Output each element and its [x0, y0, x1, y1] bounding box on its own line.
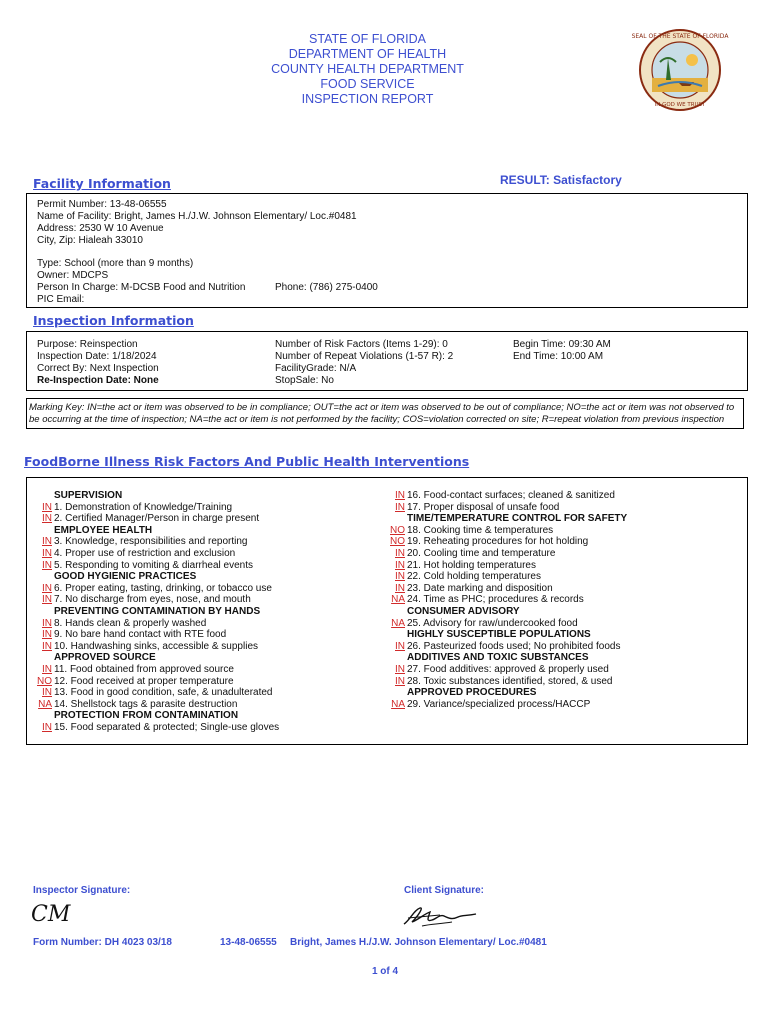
risk-category-heading: [52, 490, 122, 502]
risk-item-row: [395, 640, 621, 653]
risk-item-row: [42, 629, 227, 641]
inspector-signature: CM: [31, 902, 71, 927]
risk-item-row: [395, 664, 609, 676]
risk-category-heading: [52, 652, 156, 664]
risk-category-label: GOOD HYGIENIC PRACTICES: [54, 571, 197, 583]
risk-item-row: [42, 687, 273, 699]
risk-category-label: APPROVED PROCEDURES: [407, 687, 537, 699]
seal-text: SEAL OF THE STATE OF FLORIDA: [631, 33, 729, 40]
repeat-violation-count: Number of Repeat Violations (1-57 R): 2: [275, 351, 454, 362]
risk-item-label: 5. Responding to vomiting & diarrheal events: [54, 559, 254, 571]
header-line-1: STATE OF FLORIDA: [309, 32, 426, 46]
risk-item-label: 18. Cooking time & temperatures: [407, 524, 554, 536]
risk-item-row: [42, 501, 233, 514]
risk-category-heading: [52, 606, 260, 618]
risk-item-status: IN: [42, 513, 52, 525]
risk-item-status: IN: [42, 548, 52, 559]
risk-category-heading: [405, 513, 627, 525]
risk-item-row: [37, 675, 234, 688]
risk-item-status: NA: [391, 594, 405, 606]
risk-item-row: [395, 490, 615, 502]
risk-category-label: HIGHLY SUSCEPTIBLE POPULATIONS: [407, 629, 591, 641]
risk-item-row: [42, 582, 272, 595]
risk-item-label: 21. Hot holding temperatures: [407, 559, 536, 571]
risk-item-row: [391, 617, 578, 630]
footer-permit-number: 13-48-06555: [220, 937, 277, 948]
risk-item-label: 23. Date marking and disposition: [407, 582, 553, 594]
risk-item-label: 28. Toxic substances identified, stored, & used: [407, 675, 613, 687]
footer-facility-name: Bright, James H./J.W. Johnson Elementary/ Loc.#0481: [290, 937, 547, 948]
risk-item-row: [390, 524, 554, 537]
risk-item-status: IN: [42, 536, 52, 548]
risk-item-status: NA: [391, 617, 405, 629]
risk-category-heading: [405, 687, 536, 699]
inspection-box: [26, 331, 748, 391]
risk-factor-count: Number of Risk Factors (Items 1-29): 0: [275, 339, 448, 350]
risk-item-row: [42, 617, 207, 630]
risk-item-label: 17. Proper disposal of unsafe food: [407, 501, 560, 513]
risk-item-row: [42, 513, 260, 525]
risk-item-status: NO: [390, 524, 405, 536]
end-time: End Time: 10:00 AM: [513, 351, 604, 362]
risk-item-row: [42, 664, 234, 676]
risk-item-row: [42, 722, 280, 734]
risk-category-heading: [52, 571, 196, 583]
header-line-2: DEPARTMENT OF HEALTH: [288, 47, 447, 61]
risk-item-label: 7. No discharge from eyes, nose, and mouth: [54, 594, 251, 606]
inspection-section-title: Inspection Information: [33, 313, 194, 328]
risk-item-row: [395, 675, 613, 688]
risk-item-status: IN: [42, 629, 52, 641]
risk-item-status: IN: [395, 571, 405, 583]
risk-item-row: [390, 536, 589, 548]
risk-item-label: 24. Time as PHC; procedures & records: [407, 594, 584, 606]
risk-item-status: IN: [395, 582, 405, 594]
risk-category-heading: [405, 652, 589, 664]
risk-item-row: [42, 640, 258, 653]
form-number: Form Number: DH 4023 03/18: [33, 937, 172, 948]
risk-factors-box: [26, 477, 748, 745]
risk-item-status: IN: [395, 501, 405, 513]
risk-item-label: 22. Cold holding temperatures: [407, 571, 541, 583]
risk-item-label: 8. Hands clean & properly washed: [54, 617, 207, 629]
risk-item-status: IN: [395, 490, 405, 501]
risk-item-label: 29. Variance/specialized process/HACCP: [407, 698, 591, 710]
risk-category-heading: [52, 525, 152, 537]
marking-key-text: Marking Key: IN=the act or item was observed to be in compliance; OUT=the act or item was observed to be out of compliance; NO=the act or item was not observed to be occurring at the time of inspection; NA=the act or item is not performed by the facility; COS=violation corrected on site; R=repeat violation from previous inspection: [29, 402, 735, 425]
risk-item-status: IN: [42, 582, 52, 594]
permit-number: Permit Number: 13-48-06555: [37, 199, 167, 210]
risk-category-label: CONSUMER ADVISORY: [407, 606, 520, 617]
risk-item-row: [395, 582, 553, 595]
client-signature-label: Client Signature:: [404, 885, 485, 896]
risk-item-status: NA: [391, 698, 405, 710]
risk-category-label: PROTECTION FROM CONTAMINATION: [54, 710, 239, 722]
risk-category-label: TIME/TEMPERATURE CONTROL FOR SAFETY: [407, 513, 628, 525]
facility-address: Address: 2530 W 10 Avenue: [37, 223, 164, 234]
risk-item-row: [42, 594, 251, 606]
risk-item-status: IN: [395, 664, 405, 675]
risk-item-row: [391, 594, 584, 606]
risk-item-label: 14. Shellstock tags & parasite destruction: [54, 698, 238, 710]
risk-category-label: ADDITIVES AND TOXIC SUBSTANCES: [407, 652, 589, 664]
risk-item-label: 20. Cooling time and temperature: [407, 548, 556, 559]
risk-category-label: EMPLOYEE HEALTH: [54, 524, 153, 536]
risk-item-status: IN: [395, 675, 405, 687]
facility-grade: FacilityGrade: N/A: [275, 363, 357, 374]
correct-by: Correct By: Next Inspection: [37, 363, 159, 374]
risk-item-status: NO: [37, 675, 52, 687]
risk-item-label: 25. Advisory for raw/undercooked food: [407, 617, 578, 629]
risk-category-label: SUPERVISION: [54, 490, 123, 501]
begin-time: Begin Time: 09:30 AM: [513, 339, 611, 350]
risk-item-row: [395, 571, 541, 583]
inspector-signature-label: Inspector Signature:: [33, 885, 131, 896]
risk-item-status: IN: [42, 664, 52, 675]
stop-sale: StopSale: No: [275, 375, 334, 386]
risk-item-row: [395, 501, 560, 514]
inspection-purpose: Purpose: Reinspection: [37, 339, 138, 350]
risk-item-label: 9. No bare hand contact with RTE food: [54, 629, 227, 641]
risk-item-row: [395, 548, 556, 560]
pic-email: PIC Email:: [37, 294, 85, 305]
risk-item-label: 3. Knowledge, responsibilities and reporting: [54, 536, 248, 548]
facility-phone: Phone: (786) 275-0400: [275, 282, 378, 293]
header-line-4: FOOD SERVICE: [320, 77, 415, 91]
risk-item-label: 13. Food in good condition, safe, & unadulterated: [54, 687, 273, 699]
risk-item-label: 10. Handwashing sinks, accessible & supplies: [54, 640, 258, 652]
header-line-5: INSPECTION REPORT: [301, 92, 434, 106]
risk-item-status: IN: [42, 501, 52, 513]
person-in-charge: Person In Charge: M-DCSB Food and Nutrition: [37, 282, 246, 293]
risk-item-label: 26. Pasteurized foods used; No prohibited foods: [407, 640, 621, 652]
risk-item-row: [391, 698, 591, 711]
florida-seal-icon: [631, 28, 729, 112]
risk-category-label: PREVENTING CONTAMINATION BY HANDS: [54, 606, 261, 617]
reinspection-date: Re-Inspection Date: None: [37, 375, 159, 386]
risk-item-status: IN: [42, 559, 52, 571]
facility-type: Type: School (more than 9 months): [37, 258, 194, 269]
risk-item-label: 27. Food additives: approved & properly used: [407, 664, 609, 675]
risk-category-heading: [405, 629, 591, 641]
risk-item-status: IN: [42, 617, 52, 629]
risk-item-status: IN: [395, 640, 405, 652]
inspection-date: Inspection Date: 1/18/2024: [37, 351, 157, 362]
risk-item-label: 11. Food obtained from approved source: [54, 664, 234, 675]
risk-item-row: [38, 698, 238, 711]
risk-item-status: IN: [42, 722, 52, 733]
risk-item-status: IN: [395, 559, 405, 571]
risk-item-status: IN: [42, 594, 52, 606]
report-header: [250, 32, 485, 107]
risk-category-label: APPROVED SOURCE: [54, 652, 156, 664]
page-number: 1 of 4: [371, 966, 399, 977]
risk-item-label: 19. Reheating procedures for hot holding: [407, 536, 589, 548]
risk-item-status: NA: [38, 698, 52, 710]
risk-category-heading: [52, 710, 238, 722]
header-line-3: COUNTY HEALTH DEPARTMENT: [271, 62, 464, 76]
risk-item-status: NO: [390, 536, 405, 548]
risk-item-status: IN: [42, 687, 52, 699]
facility-name: Name of Facility: Bright, James H./J.W. Johnson Elementary/ Loc.#0481: [37, 211, 357, 222]
risk-item-label: 1. Demonstration of Knowledge/Training: [54, 501, 233, 513]
risk-item-label: 15. Food separated & protected; Single-use gloves: [54, 722, 280, 733]
risk-item-status: IN: [42, 640, 52, 652]
risk-item-label: 16. Food-contact surfaces; cleaned & sanitized: [407, 490, 615, 501]
facility-section-title: Facility Information: [33, 176, 171, 191]
risk-item-status: IN: [395, 548, 405, 559]
risk-category-heading: [405, 606, 520, 618]
risk-item-label: 2. Certified Manager/Person in charge present: [54, 513, 260, 525]
seal-motto: IN GOD WE TRUST: [654, 102, 706, 108]
facility-owner: Owner: MDCPS: [37, 270, 109, 281]
risk-item-row: [42, 536, 248, 548]
risk-item-row: [42, 559, 254, 572]
risk-factors-title: FoodBorne Illness Risk Factors And Public Health Interventions: [24, 454, 470, 469]
facility-city-zip: City, Zip: Hialeah 33010: [37, 235, 143, 246]
result-label: RESULT: Satisfactory: [500, 173, 622, 187]
risk-item-label: 4. Proper use of restriction and exclusion: [54, 548, 236, 559]
client-signature-image: [400, 902, 482, 930]
risk-item-row: [42, 548, 236, 560]
marking-key-box: [26, 398, 744, 429]
risk-item-label: 12. Food received at proper temperature: [54, 675, 234, 687]
risk-item-label: 6. Proper eating, tasting, drinking, or tobacco use: [54, 582, 272, 594]
risk-item-row: [395, 559, 536, 572]
facility-box: [26, 193, 748, 308]
